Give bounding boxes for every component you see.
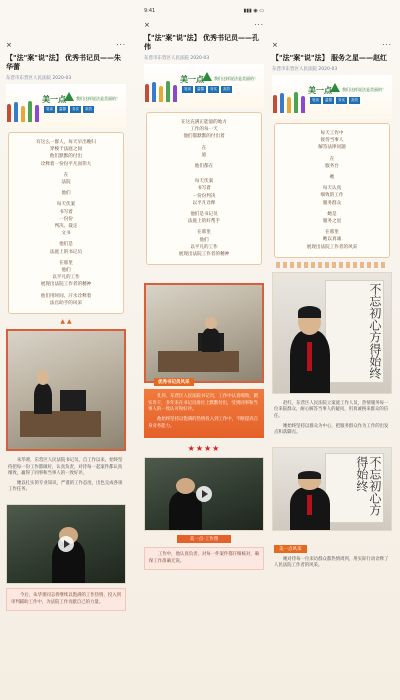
calligraphy-scroll	[325, 280, 384, 383]
poem-line: 在	[63, 172, 69, 178]
poem-line: 他们是	[59, 242, 73, 248]
poem-line: 法庭上的书记员	[49, 249, 83, 255]
body-paragraph: 她以扎实的专业知识，严谨的工作态度，出色完成各项工作任务。	[8, 480, 123, 493]
photo-card	[6, 329, 126, 451]
poem-line: 法庭上的好帮手	[187, 219, 221, 225]
poem-line: 他们是书记员	[190, 212, 218, 218]
poem-line: 工作的每一天	[190, 127, 218, 133]
poem-line: 法官助手的风采	[49, 300, 83, 306]
poem-line: 解答法律问题	[318, 145, 346, 151]
poem-line: 以平凡的工作	[52, 275, 80, 281]
banner-tag: 务实	[210, 87, 217, 91]
body-paragraph: 她始终坚持以群众为中心，把服务群众作为工作的出发点和落脚点。	[274, 423, 389, 436]
brand-logo-icon	[330, 83, 340, 92]
brand-logo-text: 美一点	[42, 95, 66, 104]
poem-line: 每天工作中	[320, 131, 344, 136]
poem-line: 法院	[61, 180, 71, 186]
play-icon[interactable]	[196, 486, 212, 502]
video-card[interactable]	[144, 457, 264, 531]
banner-tags	[44, 106, 94, 113]
brand-logo-icon	[202, 72, 212, 81]
calligraphy-text: 不忘初心方得始终	[354, 455, 382, 516]
brand-logo-text: 美一点	[308, 86, 332, 95]
banner-tag: 笔谈	[184, 87, 191, 91]
banner-slogan: 我们这样说法是美丽的！	[214, 76, 258, 81]
poem-line: 他们	[61, 191, 71, 197]
poem-line: 他们默默的付出	[49, 154, 83, 160]
poem-line: 以平凡诠释	[192, 200, 216, 206]
more-icon[interactable]: ···	[382, 41, 392, 49]
poem-line: 他们都默默的付出着	[183, 134, 225, 140]
poem-line: 他们	[199, 237, 209, 243]
video-thumbnail[interactable]	[7, 505, 125, 583]
poem-line: 诠释着一份份平凡而伟大	[40, 161, 92, 167]
poem-line: 在那里	[197, 230, 211, 236]
poem-line: 服务群众	[322, 200, 342, 206]
photo-caption: 优秀书记员风采	[154, 378, 194, 386]
poem-line: 以平凡的工作	[190, 244, 218, 250]
poem-line: 文书	[61, 231, 71, 237]
status-bar	[140, 4, 268, 18]
intro-paragraph: 孔伟，东营区人民法院书记员，工作中认真细致、踏实肯干，多年来在书记员岗位上默默付出，受到同事和当事人的一致认可和好评。	[148, 394, 258, 413]
poem-line: 在这充满正能量的地方	[181, 120, 227, 125]
banner-slogan: 我们这样说法是美丽的！	[342, 87, 386, 92]
decoration-divider	[276, 262, 388, 268]
poem-line: 在那里	[59, 260, 73, 266]
closing-body	[268, 554, 396, 576]
body-paragraph: 赵红，东营区人民法院立案庭工作人员，热情服务每一位来院群众，耐心解答当事人的疑问，用真诚换来群众的信任。	[274, 400, 389, 420]
more-icon[interactable]: ···	[254, 21, 264, 29]
closing-paragraph: 她对待每一位来访群众都热情周到，用实际行动诠释了人民法院工作者的风采。	[274, 556, 389, 569]
nav-bar	[2, 38, 130, 52]
article-body	[268, 398, 396, 443]
poem-line: 在	[329, 156, 335, 162]
calligraphy-text: 不忘初心方得始终	[367, 283, 382, 380]
poem-line: 穿梭于法庭之间	[49, 147, 83, 153]
article-body	[2, 455, 130, 500]
poem-line: 每天伏案	[56, 202, 76, 208]
status-time: 9:41	[144, 8, 156, 14]
banner-tag: 高效	[351, 98, 358, 102]
poem-line: 她	[329, 175, 335, 181]
poem-line: 展现出法院工作者的风采	[306, 244, 358, 250]
body-paragraph: 朱华蕾，东营区人民法院书记员，自工作以来，始终坚持把每一份工作都做好，认真负责，对待每一起案件都认真细致，赢得了同事和当事人的一致好评。	[8, 458, 123, 477]
banner-tag: 温馨	[197, 87, 204, 91]
poem-line: 庭	[201, 152, 207, 158]
poem-line: 细致的工作	[320, 193, 344, 199]
poem-box	[146, 112, 262, 265]
poem-line: 服务台	[325, 163, 339, 169]
poem-line: 每天认真	[322, 186, 342, 192]
portrait-card	[272, 272, 392, 394]
nav-bar	[268, 38, 396, 52]
banner-image	[144, 64, 264, 108]
banner-tag: 温馨	[325, 98, 332, 102]
section-label: 美一点·工作照	[177, 535, 231, 543]
banner-tag: 高效	[223, 87, 230, 91]
stars-decoration: ★★★★	[187, 444, 221, 454]
nav-bar	[140, 18, 268, 32]
poem-line: 判决、裁定	[54, 224, 78, 230]
poem-line: 服务之星	[322, 219, 342, 225]
intro-paragraph: 他始终坚持以饱满的热情投入到工作中，不断提高自身业务能力。	[148, 417, 258, 429]
poem-line: 她是	[327, 211, 337, 217]
article-column-1	[2, 38, 130, 700]
intro-panel	[144, 389, 264, 438]
poem-box	[274, 123, 390, 258]
banner-tag: 高效	[85, 107, 92, 111]
banner-image	[272, 75, 392, 119]
poem-line: 一份份	[59, 216, 73, 222]
article-column-3	[268, 38, 396, 700]
video-thumbnail[interactable]	[145, 458, 263, 530]
status-icons: ▮▮▮ ◉ ▭	[243, 8, 264, 14]
closing-panel	[6, 588, 126, 611]
article-title: 【"法"案"说"法】 服务之星——赵红	[272, 54, 388, 62]
video-card[interactable]	[6, 504, 126, 584]
poem-line: 每天伏案	[194, 179, 214, 185]
poem-line: 他们用时间、汗水诠释着	[40, 293, 92, 299]
article-title: 【"法"案"说"法】 优秀书记员——朱华蕾	[6, 54, 122, 71]
poem-line: 他们都在	[194, 164, 214, 170]
article-meta[interactable]: 东营市东营区人民法院 2020-03	[144, 56, 210, 61]
calligraphy-scroll	[325, 453, 384, 524]
brand-logo-icon	[64, 92, 74, 101]
closing-panel	[144, 547, 264, 570]
poem-line: 在那里	[325, 230, 339, 236]
brand-logo-text: 美一点	[180, 75, 204, 84]
banner-tag: 笔谈	[46, 107, 53, 111]
poem-line: 他们	[61, 268, 71, 274]
poem-box	[8, 132, 124, 314]
portrait-photo	[273, 448, 391, 530]
section-label: 美一点风采	[274, 545, 307, 553]
people-illustration	[272, 91, 306, 113]
closing-paragraph: 工作中，他认真负责，对每一件案件都仔细核对，确保工作准确无误。	[149, 552, 259, 564]
portrait-photo	[273, 273, 391, 393]
banner-image	[6, 84, 126, 128]
office-photo	[146, 285, 262, 381]
poem-line: 接待当事人	[320, 138, 344, 144]
banner-tags	[310, 97, 360, 104]
poem-line: 展现出法院工作者的精神	[40, 282, 92, 288]
decoration-divider: ▲ ▲	[60, 318, 72, 326]
poem-line: 书写着	[197, 186, 211, 192]
banner-tag: 温馨	[59, 107, 66, 111]
article-column-2	[140, 4, 268, 700]
people-illustration	[144, 80, 178, 102]
poem-line: 书写着	[59, 209, 73, 215]
banner-tags	[182, 86, 232, 93]
banner-tag: 务实	[338, 98, 345, 102]
office-photo	[8, 331, 124, 449]
close-icon[interactable]: ×	[144, 21, 150, 29]
poem-line: 她以真诚	[322, 237, 342, 243]
poem-line: 一份份判决	[192, 193, 216, 199]
close-icon[interactable]: ×	[6, 41, 12, 49]
more-icon[interactable]: ···	[116, 41, 126, 49]
poem-line: 在	[201, 145, 207, 151]
banner-tag: 务实	[72, 107, 79, 111]
poem-line: 有这么一群人，每天早出晚归	[36, 140, 96, 145]
close-icon[interactable]: ×	[272, 41, 278, 49]
people-illustration	[6, 100, 40, 122]
banner-tag: 笔谈	[312, 98, 319, 102]
photo-card	[144, 283, 264, 386]
article-title: 【"法"案"说"法】 优秀书记员——孔伟	[144, 34, 260, 51]
play-icon[interactable]	[58, 536, 74, 552]
article-meta[interactable]: 东营市东营区人民法院 2020-03	[6, 76, 72, 81]
closing-paragraph: 今后，朱华蕾同志将继续以饱满的工作热情，投入到审判辅助工作中，为法院工作贡献自己的力量。	[11, 593, 121, 605]
banner-slogan: 我们这样说法是美丽的！	[76, 96, 120, 101]
poem-line: 展现出法院工作者的精神	[178, 252, 230, 258]
portrait-card	[272, 447, 392, 531]
article-meta[interactable]: 东营市东营区人民法院 2020-03	[272, 67, 338, 72]
